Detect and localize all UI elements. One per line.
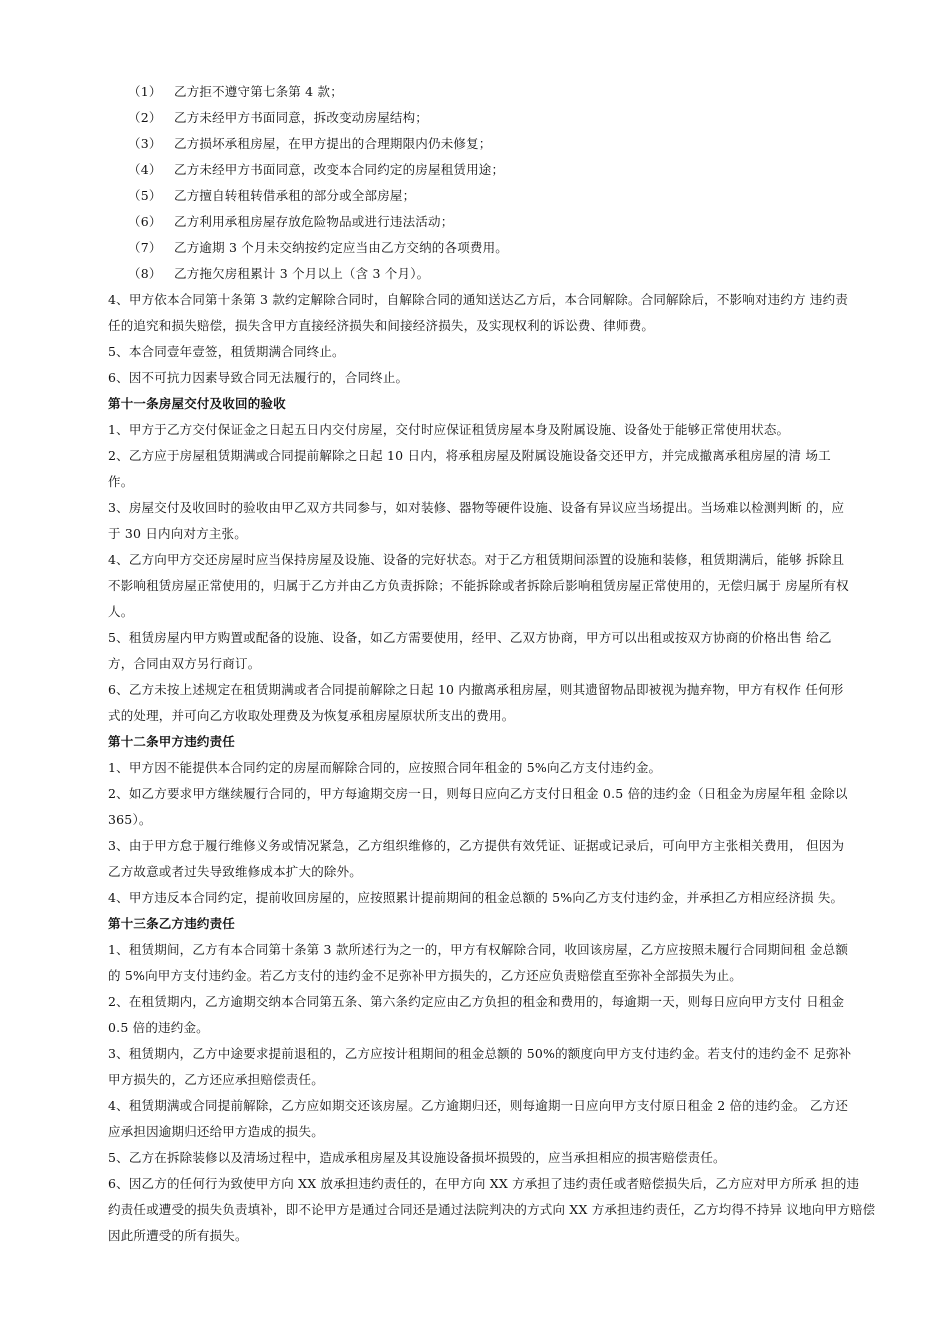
paragraph-line: 5、乙方在拆除装修以及清场过程中，造成承租房屋及其设施设备损坏损毁的，应当承担相应的损害赔偿责任。: [108, 1150, 726, 1165]
paragraph-line: 365）。: [108, 812, 152, 827]
paragraph-line: 2、如乙方要求甲方继续履行合同的，甲方每逾期交房一日，则每日应向乙方支付日租金 0.5 倍的违约金（日租金为房屋年租 金除以: [108, 786, 848, 801]
paragraph-line: 因此所遭受的所有损失。: [108, 1228, 248, 1243]
paragraph-line: 的 5%向甲方支付违约金。若乙方支付的违约金不足弥补甲方损失的，乙方还应负责赔偿直至弥补全部损失为止。: [108, 968, 743, 983]
clause-item: （4） 乙方未经甲方书面同意，改变本合同约定的房屋租赁用途；: [128, 162, 505, 177]
paragraph-line: 1、甲方因不能提供本合同约定的房屋而解除合同的，应按照合同年租金的 5%向乙方支付违约金。: [108, 760, 662, 775]
paragraph-line: 甲方损失的，乙方还应承担赔偿责任。: [108, 1072, 324, 1087]
paragraph-line: 4、乙方向甲方交还房屋时应当保持房屋及设施、设备的完好状态。对于乙方租赁期间添置的设施和装修，租赁期满后，能够 拆除且: [108, 552, 845, 567]
paragraph-line: 2、乙方应于房屋租赁期满或合同提前解除之日起 10 日内，将承租房屋及附属设施设备交还甲方，并完成撤离承租房屋的清 场工: [108, 448, 831, 463]
paragraph-line: 式的处理，并可向乙方收取处理费及为恢复承租房屋原状所支出的费用。: [108, 708, 515, 723]
section-heading: 第十三条乙方违约责任: [108, 916, 236, 931]
paragraph-line: 2、在租赁期内，乙方逾期交纳本合同第五条、第六条约定应由乙方负担的租金和费用的，每逾期一天，则每日应向甲方支付 日租金: [108, 994, 845, 1009]
clause-item: （8） 乙方拖欠房租累计 3 个月以上（含 3 个月）。: [128, 266, 430, 281]
paragraph-line: 3、由于甲方怠于履行维修义务或情况紧急，乙方组织维修的，乙方提供有效凭证、证据或记录后，可向甲方主张相关费用， 但因为: [108, 838, 845, 853]
paragraph-line: 作。: [108, 474, 134, 489]
paragraph-line: 6、乙方未按上述规定在租赁期满或者合同提前解除之日起 10 内撤离承租房屋，则其遗留物品即被视为抛弃物，甲方有权作 任何形: [108, 682, 844, 697]
clause-item: （2） 乙方未经甲方书面同意，拆改变动房屋结构；: [128, 110, 429, 125]
clause-item: （7） 乙方逾期 3 个月未交纳按约定应当由乙方交纳的各项费用。: [128, 240, 509, 255]
paragraph-line: 6、因乙方的任何行为致使甲方向 XX 放承担违约责任的，在甲方向 XX 方承担了违约责任或者赔偿损失后，乙方应对甲方所承 担的违: [108, 1176, 860, 1191]
paragraph-line: 4、甲方依本合同第十条第 3 款约定解除合同时，自解除合同的通知送达乙方后，本合同解除。合同解除后，不影响对违约方 违约责: [108, 292, 849, 307]
clause-item: （3） 乙方损坏承租房屋，在甲方提出的合理期限内仍未修复；: [128, 136, 492, 151]
paragraph-line: 3、租赁期内，乙方中途要求提前退租的，乙方应按计租期间的租金总额的 50%的额度向甲方支付违约金。若支付的违约金不 足弥补: [108, 1046, 852, 1061]
paragraph-line: 4、租赁期满或合同提前解除，乙方应如期交还该房屋。乙方逾期归还，则每逾期一日应向甲方支付原日租金 2 倍的违约金。 乙方还: [108, 1098, 849, 1113]
paragraph-line: 5、租赁房屋内甲方购置或配备的设施、设备，如乙方需要使用，经甲、乙双方协商，甲方可以出租或按双方协商的价格出售 给乙: [108, 630, 832, 645]
paragraph-line: 6、因不可抗力因素导致合同无法履行的，合同终止。: [108, 370, 409, 385]
section-heading: 第十一条房屋交付及收回的验收: [108, 396, 286, 411]
clause-item: （6） 乙方利用承租房屋存放危险物品或进行违法活动；: [128, 214, 454, 229]
paragraph-line: 1、租赁期间，乙方有本合同第十条第 3 款所述行为之一的，甲方有权解除合同，收回该房屋，乙方应按照未履行合同期间租 金总额: [108, 942, 849, 957]
clause-item: （1） 乙方拒不遵守第七条第 4 款；: [128, 84, 343, 99]
paragraph-line: 约责任或遭受的损失负责填补，即不论甲方是通过合同还是通过法院判决的方式向 XX 方承担违约责任，乙方均得不持异 议地向甲方赔偿: [108, 1202, 876, 1217]
paragraph-line: 不影响租赁房屋正常使用的，归属于乙方并由乙方负责拆除；不能拆除或者拆除后影响租赁房屋正常使用的，无偿归属于 房屋所有权: [108, 578, 849, 593]
paragraph-line: 于 30 日内向对方主张。: [108, 526, 247, 541]
clause-item: （5） 乙方擅自转租转借承租的部分或全部房屋；: [128, 188, 416, 203]
paragraph-line: 人。: [108, 604, 134, 619]
paragraph-line: 任的追究和损失赔偿，损失含甲方直接经济损失和间接经济损失，及实现权利的诉讼费、律师费。: [108, 318, 655, 333]
section-heading: 第十二条甲方违约责任: [108, 734, 236, 749]
paragraph-line: 乙方故意或者过失导致维修成本扩大的除外。: [108, 864, 363, 879]
paragraph-line: 0.5 倍的违约金。: [108, 1020, 209, 1035]
paragraph-line: 4、甲方违反本合同约定，提前收回房屋的，应按照累计提前期间的租金总额的 5%向乙方支付违约金，并承担乙方相应经济损 失。: [108, 890, 844, 905]
paragraph-line: 方，合同由双方另行商订。: [108, 656, 261, 671]
paragraph-line: 3、房屋交付及收回时的验收由甲乙双方共同参与，如对装修、器物等硬件设施、设备有异议应当场提出。当场难以检测判断 的，应: [108, 500, 845, 515]
paragraph-line: 1、甲方于乙方交付保证金之日起五日内交付房屋，交付时应保证租赁房屋本身及附属设施、设备处于能够正常使用状态。: [108, 422, 790, 437]
paragraph-line: 5、本合同壹年壹签，租赁期满合同终止。: [108, 344, 345, 359]
paragraph-line: 应承担因逾期归还给甲方造成的损失。: [108, 1124, 324, 1139]
